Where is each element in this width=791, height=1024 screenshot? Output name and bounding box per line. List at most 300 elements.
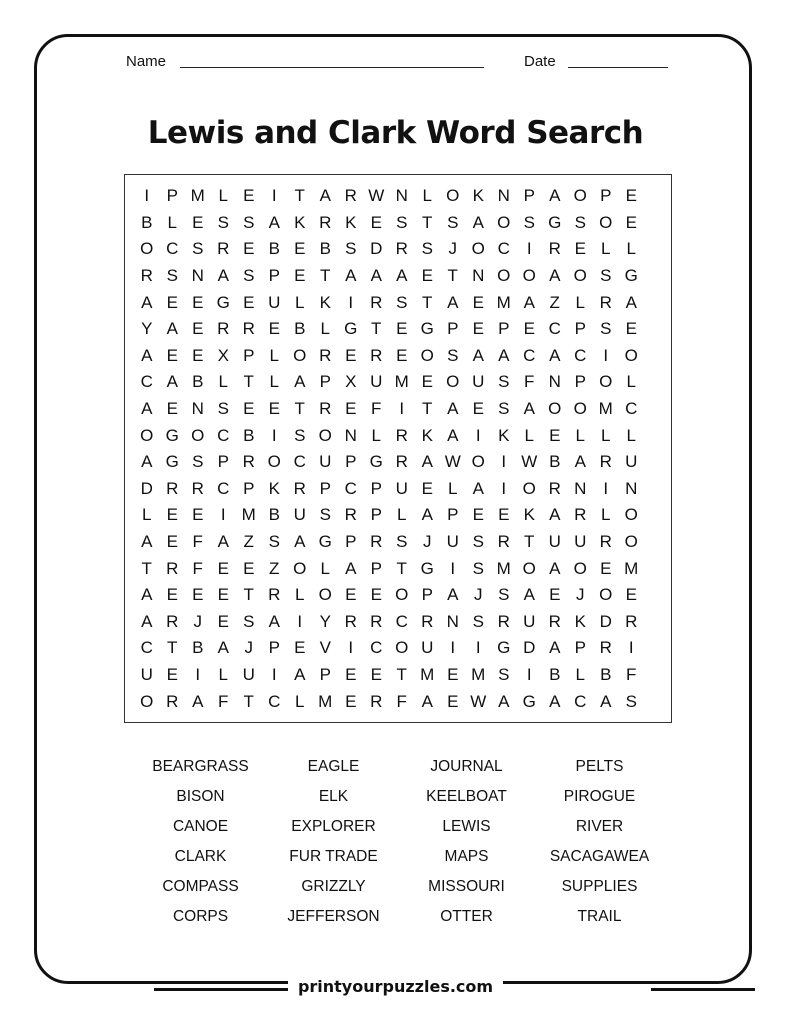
grid-letter: B	[294, 319, 306, 339]
grid-letter: C	[344, 478, 357, 498]
grid-letter: L	[142, 505, 152, 525]
grid-letter: A	[549, 266, 561, 286]
grid-letter: P	[574, 372, 586, 392]
grid-letter: M	[496, 558, 511, 578]
grid-letter: C	[548, 319, 561, 339]
grid-letter: O	[599, 212, 613, 232]
grid-letter: E	[217, 585, 229, 605]
grid-letter: K	[421, 425, 433, 445]
grid-letter: U	[421, 638, 434, 658]
grid-letter: B	[549, 664, 561, 684]
grid-letter: S	[472, 532, 484, 552]
grid-row	[134, 396, 644, 423]
grid-letter: S	[192, 239, 204, 259]
grid-letter: E	[472, 505, 484, 525]
grid-letter: S	[625, 691, 637, 711]
grid-letter: C	[140, 638, 153, 658]
grid-letter: F	[396, 691, 407, 711]
grid-letter: L	[626, 425, 636, 445]
grid-letter: U	[268, 292, 281, 312]
grid-letter: T	[422, 292, 433, 312]
word-list-item: BEARGRASS	[152, 758, 249, 775]
grid-letter: M	[598, 399, 613, 419]
grid-letter: U	[574, 532, 587, 552]
grid-letter: E	[166, 664, 178, 684]
grid-letter: M	[241, 505, 256, 525]
grid-letter: I	[271, 186, 277, 206]
grid-letter: U	[625, 452, 638, 472]
grid-letter: I	[144, 186, 150, 206]
grid-letter: E	[243, 399, 255, 419]
grid-letter: E	[370, 664, 382, 684]
grid-letter: S	[243, 212, 255, 232]
grid-letter: P	[319, 478, 331, 498]
grid-letter: J	[193, 611, 202, 631]
word-list-item: FUR TRADE	[289, 848, 378, 865]
grid-letter: E	[268, 399, 280, 419]
grid-letter: I	[220, 505, 226, 525]
grid-letter: E	[625, 319, 637, 339]
grid-letter: J	[244, 638, 253, 658]
grid-letter: A	[141, 611, 153, 631]
grid-letter: I	[450, 638, 456, 658]
grid-letter: L	[575, 425, 585, 445]
grid-letter: G	[216, 292, 230, 312]
grid-letter: E	[243, 186, 255, 206]
grid-letter: E	[243, 239, 255, 259]
grid-letter: N	[472, 266, 485, 286]
grid-letter: L	[448, 478, 458, 498]
grid-letter: E	[166, 532, 178, 552]
grid-letter: A	[396, 266, 408, 286]
word-list-item: SUPPLIES	[561, 878, 638, 895]
grid-letter: O	[573, 558, 587, 578]
grid-letter: C	[497, 239, 510, 259]
grid-letter: A	[217, 638, 229, 658]
word-list-item: SACAGAWEA	[549, 848, 650, 865]
grid-letter: I	[526, 239, 532, 259]
grid-letter: A	[447, 425, 459, 445]
grid-letter: G	[420, 319, 434, 339]
grid-letter: S	[498, 585, 510, 605]
grid-letter: A	[421, 691, 433, 711]
grid-letter: E	[447, 664, 459, 684]
grid-letter: P	[421, 585, 433, 605]
grid-letter: L	[295, 292, 305, 312]
grid-letter: B	[549, 452, 561, 472]
grid-letter: Z	[243, 532, 254, 552]
grid-letter: E	[396, 319, 408, 339]
grid-letter: R	[370, 532, 383, 552]
grid-letter: A	[141, 532, 153, 552]
grid-letter: S	[268, 532, 280, 552]
grid-letter: E	[447, 691, 459, 711]
grid-letter: I	[526, 664, 532, 684]
grid-letter: F	[218, 691, 229, 711]
grid-letter: S	[600, 266, 612, 286]
grid-letter: R	[166, 478, 179, 498]
grid-letter: M	[471, 664, 486, 684]
grid-letter: E	[345, 585, 357, 605]
grid-letter: M	[318, 691, 333, 711]
grid-letter: F	[371, 399, 382, 419]
grid-letter: O	[497, 212, 511, 232]
grid-letter: O	[446, 186, 460, 206]
grid-letter: K	[319, 292, 331, 312]
grid-letter: S	[498, 399, 510, 419]
grid-letter: A	[447, 292, 459, 312]
grid-letter: T	[422, 212, 433, 232]
grid-letter: T	[243, 691, 254, 711]
grid-row	[134, 449, 644, 476]
grid-letter: R	[599, 452, 612, 472]
grid-letter: P	[370, 505, 382, 525]
grid-letter: A	[217, 532, 229, 552]
grid-letter: A	[141, 452, 153, 472]
grid-letter: U	[395, 478, 408, 498]
grid-letter: R	[548, 478, 561, 498]
grid-letter: G	[318, 532, 332, 552]
grid-letter: K	[268, 478, 280, 498]
grid-letter: E	[345, 691, 357, 711]
grid-letter: S	[243, 611, 255, 631]
grid-letter: L	[626, 239, 636, 259]
grid-letter: N	[497, 186, 510, 206]
grid-letter: A	[523, 292, 535, 312]
grid-row	[134, 263, 644, 290]
grid-letter: A	[141, 585, 153, 605]
grid-letter: C	[574, 691, 587, 711]
grid-letter: E	[625, 212, 637, 232]
grid-letter: P	[268, 638, 280, 658]
grid-letter: L	[422, 186, 432, 206]
grid-letter: O	[573, 186, 587, 206]
grid-letter: P	[345, 452, 357, 472]
grid-row	[134, 609, 644, 636]
grid-letter: G	[369, 452, 383, 472]
grid-letter: R	[344, 186, 357, 206]
grid-letter: C	[166, 239, 179, 259]
grid-letter: A	[319, 186, 331, 206]
grid-letter: J	[448, 239, 457, 259]
grid-letter: I	[501, 478, 507, 498]
grid-letter: R	[217, 319, 230, 339]
grid-letter: U	[242, 664, 255, 684]
grid-letter: O	[497, 266, 511, 286]
grid-letter: R	[625, 611, 638, 631]
grid-letter: P	[523, 186, 535, 206]
grid-letter: T	[524, 532, 535, 552]
grid-letter: A	[549, 505, 561, 525]
grid-letter: O	[140, 425, 154, 445]
grid-row	[134, 343, 644, 370]
grid-row	[134, 183, 644, 210]
grid-letter: U	[293, 505, 306, 525]
grid-letter: U	[370, 372, 383, 392]
grid-letter: I	[603, 478, 609, 498]
word-list-item: GRIZZLY	[301, 878, 366, 895]
grid-letter: C	[574, 345, 587, 365]
grid-letter: Z	[549, 292, 560, 312]
date-line	[568, 67, 668, 68]
grid-letter: O	[420, 345, 434, 365]
grid-letter: E	[549, 585, 561, 605]
grid-letter: M	[496, 292, 511, 312]
grid-letter: E	[421, 266, 433, 286]
grid-letter: P	[498, 319, 510, 339]
grid-letter: S	[600, 319, 612, 339]
grid-letter: S	[166, 266, 178, 286]
footer	[0, 974, 791, 1000]
word-list-item: JOURNAL	[430, 758, 503, 775]
grid-letter: S	[498, 372, 510, 392]
grid-letter: E	[166, 399, 178, 419]
grid-letter: E	[472, 292, 484, 312]
grid-letter: L	[320, 319, 330, 339]
grid-letter: W	[521, 452, 538, 472]
grid-letter: P	[319, 664, 331, 684]
grid-letter: V	[319, 638, 331, 658]
grid-letter: E	[625, 186, 637, 206]
grid-letter: E	[600, 558, 612, 578]
grid-letter: A	[294, 532, 306, 552]
grid-letter: A	[549, 186, 561, 206]
grid-letter: D	[523, 638, 536, 658]
word-list-item: JEFFERSON	[287, 908, 380, 925]
grid-letter: A	[523, 585, 535, 605]
grid-letter: Y	[141, 319, 153, 339]
grid-letter: M	[394, 372, 409, 392]
grid-letter: A	[447, 399, 459, 419]
word-list-item: PIROGUE	[563, 788, 636, 805]
word-list-item: LEWIS	[442, 818, 491, 835]
grid-letter: R	[344, 611, 357, 631]
grid-letter: G	[624, 266, 638, 286]
grid-letter: S	[319, 505, 331, 525]
name-label: Name	[126, 53, 167, 70]
grid-row	[134, 422, 644, 449]
grid-letter: O	[293, 558, 307, 578]
grid-letter: E	[166, 292, 178, 312]
grid-letter: A	[192, 691, 204, 711]
grid-letter: E	[268, 319, 280, 339]
grid-letter: K	[294, 212, 306, 232]
word-list-item: MAPS	[444, 848, 489, 865]
grid-letter: R	[395, 425, 408, 445]
grid-letter: A	[268, 212, 280, 232]
grid-letter: O	[140, 691, 154, 711]
grid-letter: A	[217, 266, 229, 286]
grid-letter: O	[318, 585, 332, 605]
grid-letter: O	[522, 558, 536, 578]
grid-letter: P	[243, 478, 255, 498]
grid-letter: R	[548, 239, 561, 259]
grid-row	[134, 502, 644, 529]
grid-letter: T	[422, 399, 433, 419]
grid-letter: P	[268, 266, 280, 286]
grid-row	[134, 289, 644, 316]
grid-letter: C	[625, 399, 638, 419]
grid-letter: E	[345, 345, 357, 365]
grid-letter: A	[345, 266, 357, 286]
grid-letter: A	[166, 372, 178, 392]
grid-letter: A	[549, 345, 561, 365]
grid-letter: O	[599, 372, 613, 392]
grid-letter: P	[574, 319, 586, 339]
grid-letter: U	[319, 452, 332, 472]
grid-letter: I	[271, 425, 277, 445]
grid-letter: S	[396, 212, 408, 232]
grid-letter: P	[370, 558, 382, 578]
grid-letter: A	[600, 691, 612, 711]
grid-letter: E	[192, 212, 204, 232]
grid-row	[134, 316, 644, 343]
grid-letter: R	[599, 292, 612, 312]
grid-letter: L	[575, 664, 585, 684]
grid-letter: G	[497, 638, 511, 658]
grid-letter: A	[549, 691, 561, 711]
grid-letter: R	[319, 212, 332, 232]
grid-letter: N	[446, 611, 459, 631]
grid-letter: E	[472, 319, 484, 339]
grid-letter: E	[498, 505, 510, 525]
grid-letter: L	[218, 372, 228, 392]
grid-letter: E	[192, 505, 204, 525]
grid-letter: L	[601, 425, 611, 445]
grid-letter: F	[192, 532, 203, 552]
grid-letter: P	[447, 505, 459, 525]
grid-letter: O	[293, 345, 307, 365]
grid-letter: T	[320, 266, 331, 286]
grid-letter: F	[524, 372, 535, 392]
grid-letter: L	[575, 292, 585, 312]
grid-letter: L	[626, 372, 636, 392]
grid-letter: D	[599, 611, 612, 631]
grid-letter: S	[523, 212, 535, 232]
grid-row	[134, 582, 644, 609]
grid-letter: M	[624, 558, 639, 578]
grid-letter: A	[523, 399, 535, 419]
grid-letter: N	[548, 372, 561, 392]
grid-letter: E	[217, 611, 229, 631]
grid-letter: K	[523, 505, 535, 525]
grid-letter: D	[140, 478, 153, 498]
grid-letter: E	[523, 319, 535, 339]
grid-letter: U	[472, 372, 485, 392]
letter-grid-box	[124, 174, 672, 723]
grid-letter: S	[447, 212, 459, 232]
grid-letter: R	[242, 319, 255, 339]
grid-letter: E	[166, 505, 178, 525]
grid-letter: O	[471, 239, 485, 259]
grid-letter: K	[574, 611, 586, 631]
grid-letter: F	[626, 664, 637, 684]
grid-letter: R	[574, 505, 587, 525]
grid-letter: E	[549, 425, 561, 445]
grid-letter: R	[497, 611, 510, 631]
word-list-item: RIVER	[575, 818, 624, 835]
grid-letter: A	[498, 691, 510, 711]
grid-letter: I	[475, 425, 481, 445]
letter-grid	[134, 183, 644, 715]
grid-letter: E	[166, 345, 178, 365]
grid-letter: P	[345, 532, 357, 552]
grid-letter: I	[271, 664, 277, 684]
grid-letter: L	[269, 372, 279, 392]
grid-letter: C	[523, 345, 536, 365]
grid-letter: E	[396, 345, 408, 365]
grid-letter: A	[574, 452, 586, 472]
grid-letter: T	[167, 638, 178, 658]
grid-letter: R	[395, 239, 408, 259]
grid-letter: T	[371, 319, 382, 339]
grid-row	[134, 662, 644, 689]
grid-letter: K	[498, 425, 510, 445]
grid-letter: E	[294, 239, 306, 259]
grid-letter: O	[548, 399, 562, 419]
grid-letter: I	[450, 558, 456, 578]
grid-letter: O	[624, 505, 638, 525]
grid-row	[134, 555, 644, 582]
grid-letter: A	[268, 611, 280, 631]
name-line	[180, 67, 484, 68]
grid-letter: Z	[269, 558, 280, 578]
grid-letter: R	[166, 611, 179, 631]
grid-letter: I	[501, 452, 507, 472]
grid-letter: R	[370, 345, 383, 365]
grid-letter: T	[396, 664, 407, 684]
grid-letter: L	[269, 345, 279, 365]
grid-letter: B	[243, 425, 255, 445]
grid-letter: I	[348, 638, 354, 658]
grid-letter: E	[192, 292, 204, 312]
grid-letter: E	[574, 239, 586, 259]
grid-letter: E	[166, 585, 178, 605]
grid-letter: I	[603, 345, 609, 365]
grid-letter: C	[217, 478, 230, 498]
grid-letter: L	[524, 425, 534, 445]
grid-letter: N	[344, 425, 357, 445]
grid-letter: A	[472, 345, 484, 365]
grid-letter: R	[344, 505, 357, 525]
grid-letter: C	[217, 425, 230, 445]
grid-letter: G	[522, 691, 536, 711]
grid-row	[134, 529, 644, 556]
grid-letter: C	[395, 611, 408, 631]
grid-row	[134, 236, 644, 263]
grid-letter: A	[421, 452, 433, 472]
grid-letter: E	[192, 319, 204, 339]
grid-letter: R	[599, 532, 612, 552]
grid-row	[134, 210, 644, 237]
grid-letter: A	[421, 505, 433, 525]
grid-letter: T	[243, 372, 254, 392]
word-list	[134, 756, 666, 936]
grid-letter: T	[294, 186, 305, 206]
grid-letter: N	[191, 399, 204, 419]
grid-letter: L	[320, 558, 330, 578]
footer-site: printyourpuzzles.com	[288, 977, 503, 996]
grid-letter: E	[625, 585, 637, 605]
grid-letter: L	[218, 186, 228, 206]
grid-letter: S	[217, 212, 229, 232]
grid-letter: T	[396, 558, 407, 578]
grid-letter: S	[421, 239, 433, 259]
grid-letter: F	[192, 558, 203, 578]
grid-letter: E	[421, 478, 433, 498]
grid-letter: A	[294, 664, 306, 684]
grid-letter: E	[294, 638, 306, 658]
